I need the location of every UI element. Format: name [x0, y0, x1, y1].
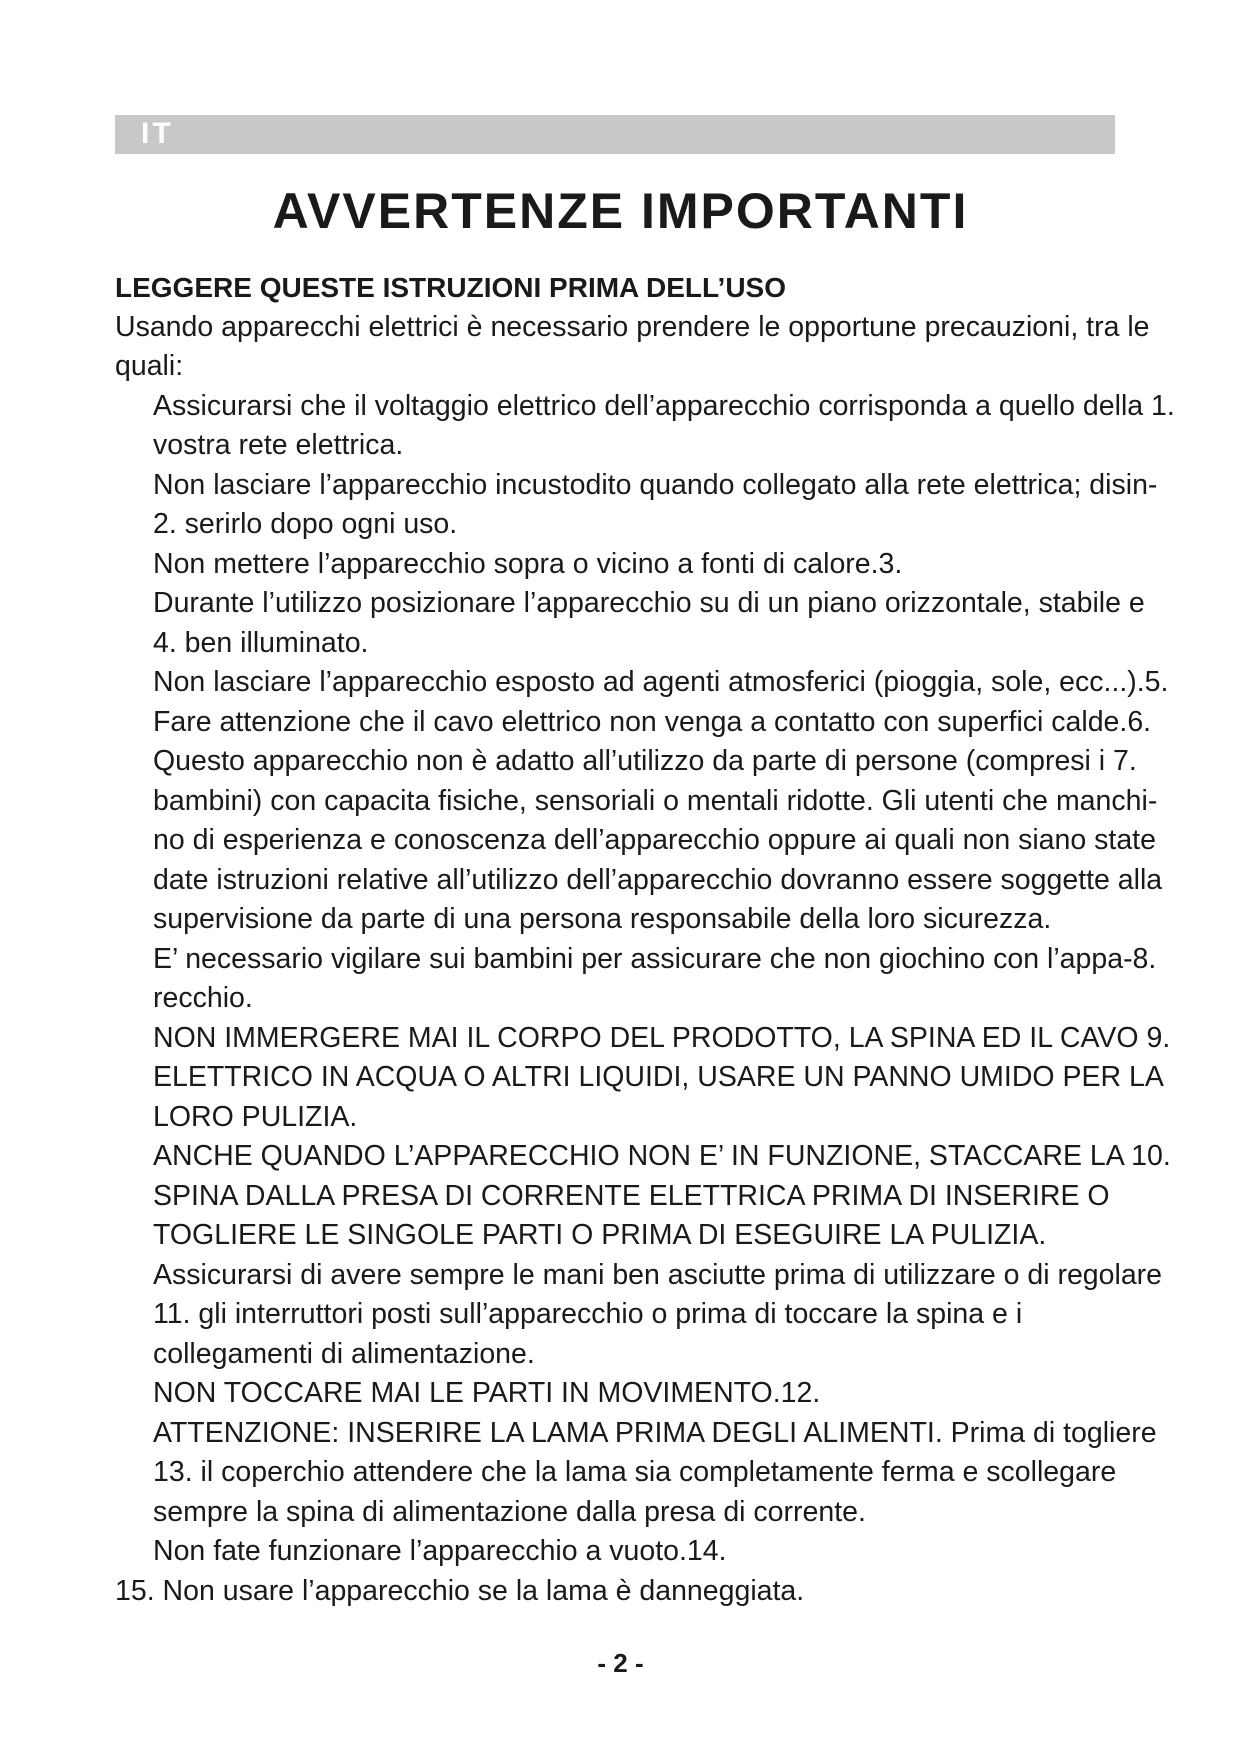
list-item: Non fate funzionare l’apparecchio a vuoto.14.	[153, 1535, 727, 1567]
list-item: E’ necessario vigilare sui bambini per assicurare che non giochino con l’appa-8. recchio.	[153, 942, 1157, 1014]
list-item: ATTENZIONE: INSERIRE LA LAMA PRIMA DEGLI ALIMENTI. Prima di togliere 13. il coperchio attendere che la lama sia completamente ferma e scollegare sempre la spina di alimentazione dalla presa di corrente.	[153, 1416, 1157, 1528]
document-body	[115, 268, 1175, 1611]
list-item: Non lasciare l’apparecchio incustodito quando collegato alla rete elettrica; disin-2. serirlo dopo ogni uso.	[153, 468, 1158, 540]
list-item: Fare attenzione che il cavo elettrico non venga a contatto con superfici calde.6.	[153, 705, 1152, 738]
list-item: Durante l’utilizzo posizionare l’apparecchio su di un piano orizzontale, stabile e 4. ben illuminato.	[153, 587, 1145, 659]
list-item: NON TOCCARE MAI LE PARTI IN MOVIMENTO.12.	[153, 1377, 821, 1409]
list-item: Non lasciare l’apparecchio esposto ad agenti atmosferici (pioggia, sole, ecc...).5.	[153, 666, 1169, 698]
intro-paragraph: Usando apparecchi elettrici è necessario prendere le opportune precauzioni, tra le quali:	[115, 310, 1150, 382]
list-item: ANCHE QUANDO L’APPARECCHIO NON E’ IN FUNZIONE, STACCARE LA 10. SPINA DALLA PRESA DI CORRENTE ELETTRICA PRIMA DI INSERIRE O TOGLIERE LE SINGOLE PARTI O PRIMA DI ESEGUIRE LA PULIZIA.	[153, 1140, 1171, 1251]
list-item: Questo apparecchio non è adatto all’utilizzo da parte di persone (compresi i 7. bambini) con capacita fisiche, sensoriali o mentali ridotte. Gli utenti che manchi-no di esperienza e conoscenza dell’apparecchio oppure ai quali non siano state date istruzioni relative all’utilizzo dell’apparecchio dovranno essere soggette alla supervisione da parte di una persona responsabile della loro sicurezza.	[153, 745, 1163, 935]
list-item: Non mettere l’apparecchio sopra o vicino a fonti di calore.3.	[153, 547, 903, 580]
language-bar	[115, 115, 1115, 154]
language-code: IT	[141, 117, 174, 150]
list-item: 15. Non usare l’apparecchio se la lama è danneggiata.	[115, 1574, 805, 1607]
warnings-list	[115, 387, 1175, 1612]
page-title: AVVERTENZE IMPORTANTI	[272, 183, 969, 239]
section-subtitle: LEGGERE QUESTE ISTRUZIONI PRIMA DELL’USO	[115, 272, 787, 303]
list-item: Assicurarsi di avere sempre le mani ben asciutte prima di utilizzare o di regolare 11. gli interruttori posti sull’apparecchio o prima di toccare la spina e i collegamenti di alimentazione.	[153, 1258, 1163, 1370]
list-item: Assicurarsi che il voltaggio elettrico dell’apparecchio corrisponda a quello della 1. vostra rete elettrica.	[153, 389, 1175, 461]
list-item: NON IMMERGERE MAI IL CORPO DEL PRODOTTO, LA SPINA ED IL CAVO 9. ELETTRICO IN ACQUA O ALTRI LIQUIDI, USARE UN PANNO UMIDO PER LA LORO PULIZIA.	[153, 1021, 1171, 1133]
page-number: - 2 -	[597, 1648, 644, 1678]
